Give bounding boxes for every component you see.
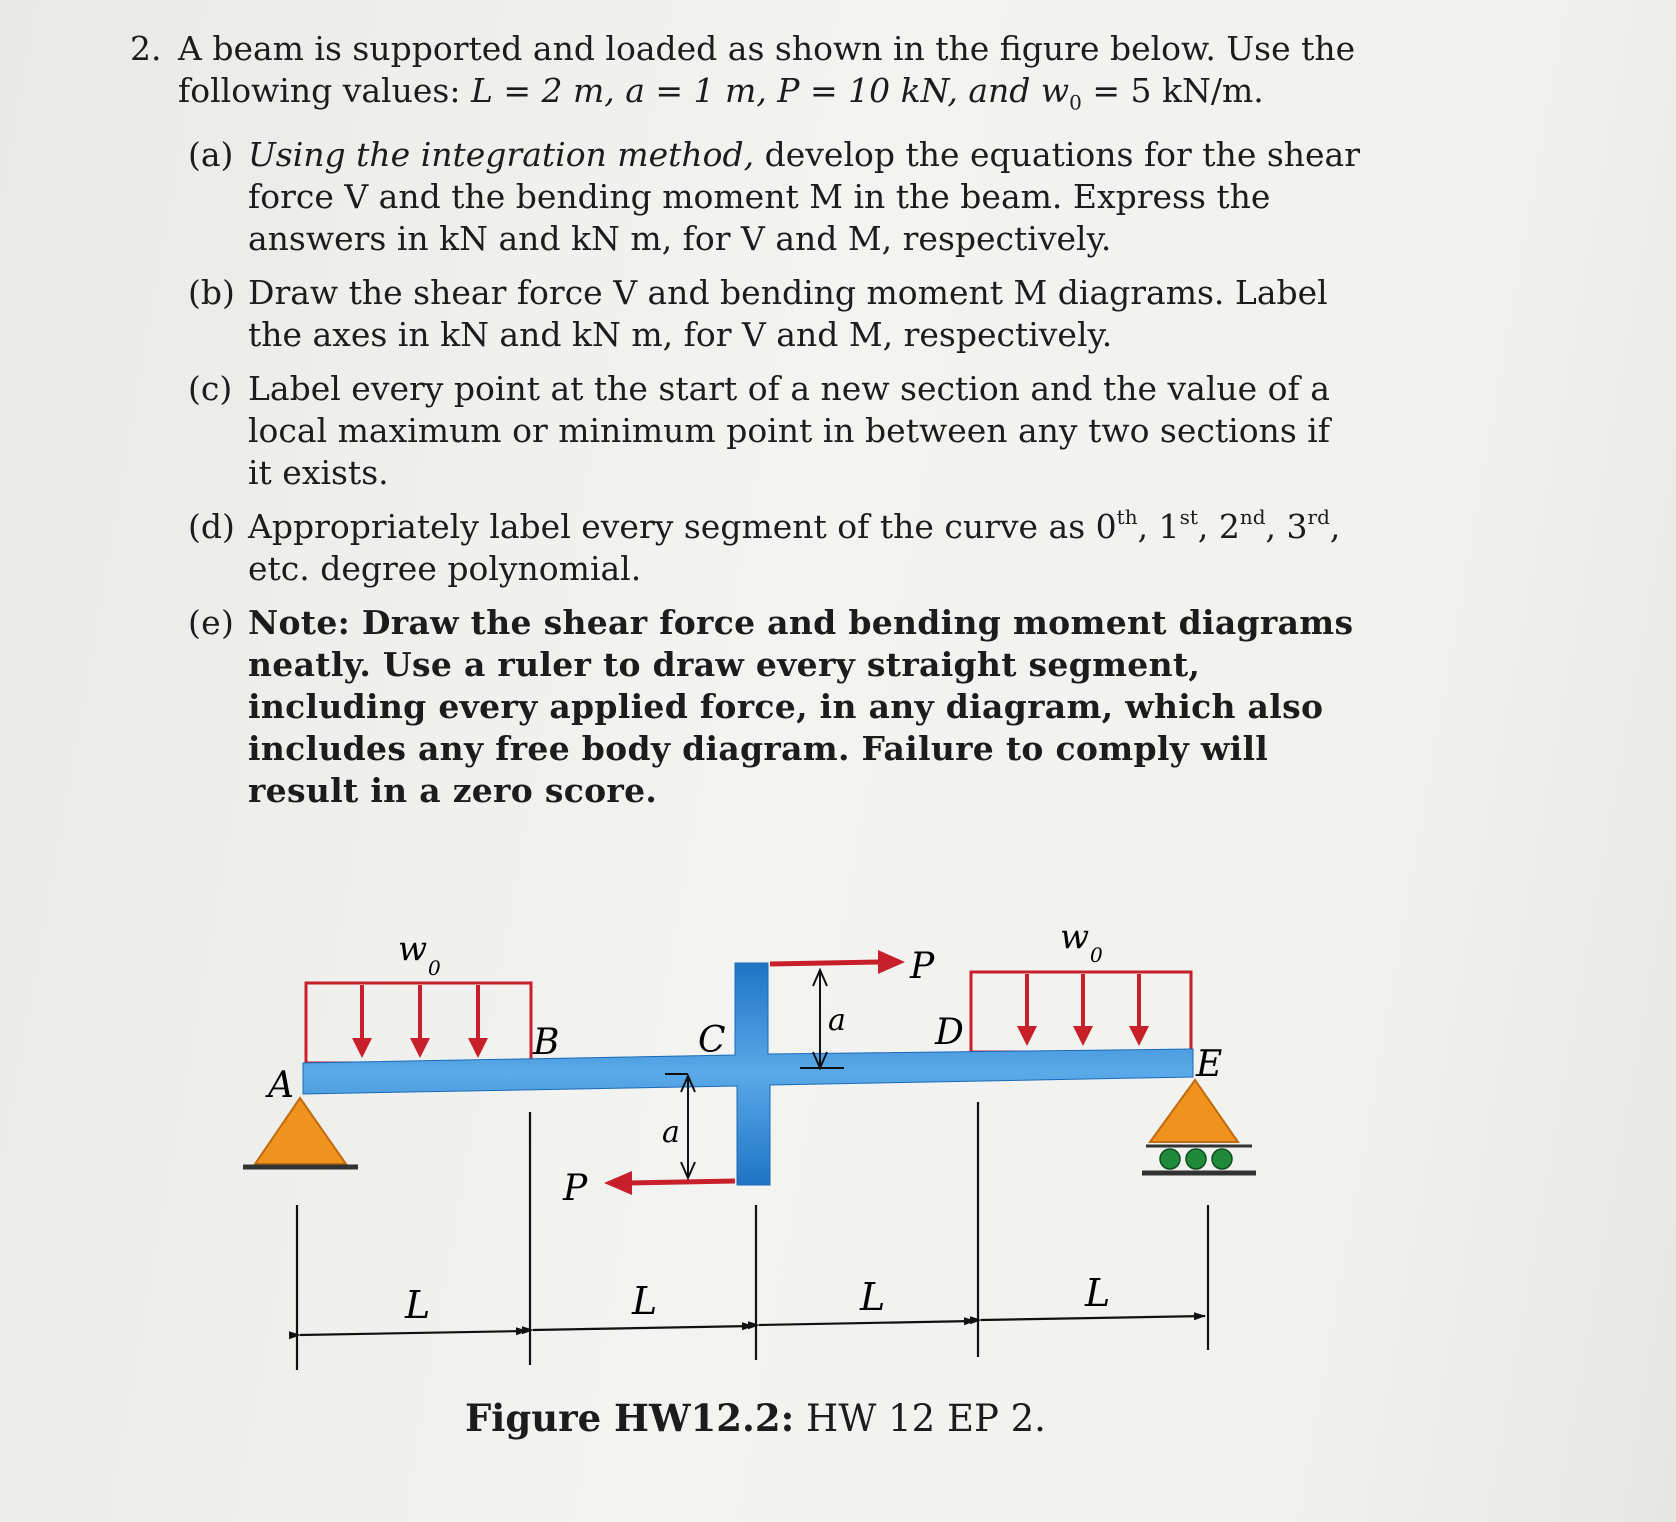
- point-b-label: B: [533, 1022, 560, 1063]
- pin-support-a: [243, 1098, 358, 1167]
- w0-left-label: w: [398, 929, 428, 969]
- point-c-label: C: [698, 1020, 726, 1061]
- caption-rest: HW 12 EP 2.: [794, 1397, 1046, 1440]
- span-l3-label: L: [860, 1275, 886, 1319]
- part-e-text: Note: Draw the shear force and bending moment diagrams neatly. Use a ruler to draw every straight segment, including every applied force, in any diagram, which also includes any free body diagram. Failure to comply will result in a zero score.: [248, 602, 1354, 810]
- given-sub: 0: [1069, 90, 1082, 115]
- sep-2: , 2: [1197, 506, 1240, 546]
- point-a-label: A: [268, 1065, 294, 1106]
- part-label: (d): [188, 506, 235, 546]
- caption-bold: Figure HW12.2:: [465, 1396, 795, 1440]
- p-top-label: P: [910, 946, 935, 987]
- part-d-text-b: , etc. degree polynomial.: [248, 506, 1341, 588]
- sup-rd: rd: [1307, 504, 1330, 529]
- part-a-italic-lead: Using the integration method,: [248, 134, 755, 174]
- part-label: (c): [188, 368, 233, 408]
- intro-text: A beam is supported and loaded as shown in the figure below. Use the following values:: [178, 29, 1356, 110]
- figure-caption: [465, 1396, 1046, 1440]
- sup-st: st: [1179, 504, 1198, 529]
- a-bottom-label: a: [662, 1115, 680, 1150]
- a-top-label: a: [828, 1003, 846, 1038]
- part-b-text: Draw the shear force V and bending moment M diagrams. Label the axes in kN and kN m, for V and M, respectively.: [248, 272, 1328, 354]
- span-l4-label: L: [1085, 1271, 1111, 1315]
- given-values: L = 2 m, a = 1 m, P = 10 kN, and w: [470, 71, 1070, 110]
- beam: [303, 963, 1193, 1185]
- p-bottom-label: P: [563, 1168, 588, 1209]
- sep-1: , 1: [1137, 506, 1180, 546]
- sep-3: , 3: [1265, 506, 1308, 546]
- w0-right-label: w: [1060, 917, 1090, 957]
- part-label: (b): [188, 272, 235, 312]
- part-a-text: develop the equations for the shear force V and the bending moment M in the beam. Express the answers in kN and kN m, for V and M, respectively.: [248, 134, 1361, 258]
- part-label: (a): [188, 134, 234, 174]
- problem-number: 2.: [130, 29, 162, 68]
- span-l2-label: L: [632, 1279, 658, 1323]
- part-c-text: Label every point at the start of a new section and the value of a local maximum or minimum point in between any two sections if it exists.: [248, 368, 1331, 492]
- part-label: (e): [188, 602, 235, 642]
- force-p-bottom: [604, 1171, 735, 1195]
- part-d-text-a: Appropriately label every segment of the curve as 0: [248, 506, 1117, 546]
- span-l1-label: L: [405, 1283, 431, 1327]
- force-p-top: [770, 950, 905, 974]
- w0-right-sub: 0: [1090, 943, 1103, 967]
- distributed-load-right: [971, 972, 1191, 1052]
- sup-nd: nd: [1239, 504, 1266, 529]
- w0-left-sub: 0: [428, 956, 441, 980]
- roller-support-e: [1142, 1080, 1256, 1173]
- sup-th: th: [1116, 504, 1138, 529]
- distributed-load-left: [306, 983, 531, 1063]
- point-e-label: E: [1196, 1044, 1223, 1085]
- point-d-label: D: [935, 1012, 964, 1053]
- given-end: = 5 kN/m.: [1081, 71, 1264, 110]
